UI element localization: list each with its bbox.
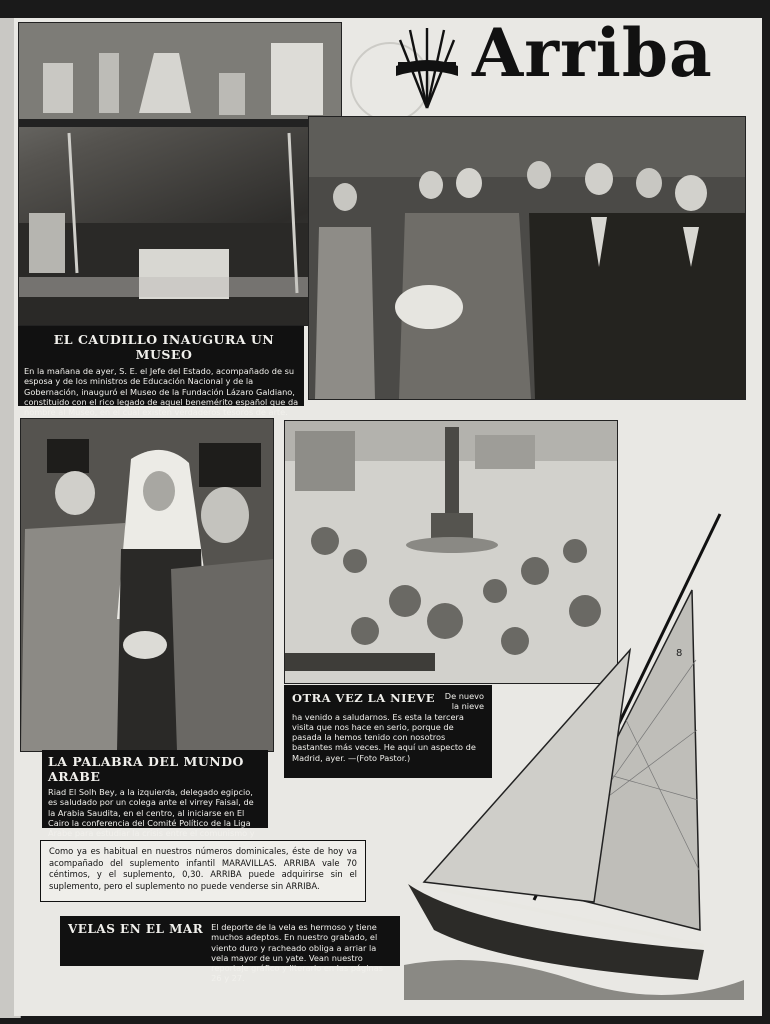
arab-caption <box>42 750 268 839</box>
arab-headline: LA PALABRA DEL MUNDO ARABE <box>48 754 244 784</box>
yoke-and-arrows-emblem <box>392 22 462 112</box>
snow-lead: De nuevo la nieve <box>444 691 484 712</box>
museum-photo <box>18 22 342 326</box>
museum-headline: EL CAUDILLO INAUGURA UN MUSEO <box>53 332 275 362</box>
sailing-caption <box>60 916 400 984</box>
snow-headline: OTRA VEZ LA NIEVE <box>292 691 436 705</box>
masthead-title: Arriba <box>472 14 713 92</box>
museum-caption <box>18 326 304 418</box>
arab-body: Riad El Solh Bey, a la izquierda, delegado egipcio, es saludado por un colega ante el virrey Faisal, de la Arabia Saudita, en el centro, al iniciarse en El Cairo la conferencia del Comité Político de la Liga Arabe para estudiar la crisis entre el comunismo y <box>48 787 255 839</box>
sailboat-photo <box>404 510 744 1000</box>
supplement-notice: Como ya es habitual en nuestros números dominicales, éste de hoy va acompañado del suplemento infantil MARAVILLAS. ARRIBA vale 70 céntimos, y el suplemento, 0,30. ARRIBA puede adquirirse sin el suplemento, pero el suplemento no puede venderse sin ARRIBA. <box>40 840 366 902</box>
sailing-headline: VELAS EN EL MAR <box>68 922 204 936</box>
inauguration-photo <box>308 116 746 400</box>
snow-body: ha venido a saludarnos. Es esta la tercera visita que nos hace en serio, porque de pasada la hemos tenido con nosotros bastantes más veces. He aquí un aspecto de Madrid, ayer. —(Foto Pastor.) <box>292 711 476 763</box>
sailing-body: El deporte de la vela es hermoso y tiene muchos adeptos. En nuestro grabado, el viento duro y racheado obliga a arriar la vela mayor de un yate. Vean nuestro reportaje gráfico y literario en las páginas 26 y 27. <box>211 922 383 984</box>
svg-text:8: 8 <box>676 648 683 659</box>
arab-league-photo <box>20 418 274 752</box>
museum-body: En la mañana de ayer, S. E. el Jefe del Estado, acompañado de su esposa y de los ministros de Educación Nacional y de la Gobernación, inauguró el Museo de la Fundación Lázaro Galdiano, constituido con el rico legado de aquel benemérito español que da nombre al Museo, en el cual existen verdaderos tesoros de arte. <box>24 366 299 418</box>
